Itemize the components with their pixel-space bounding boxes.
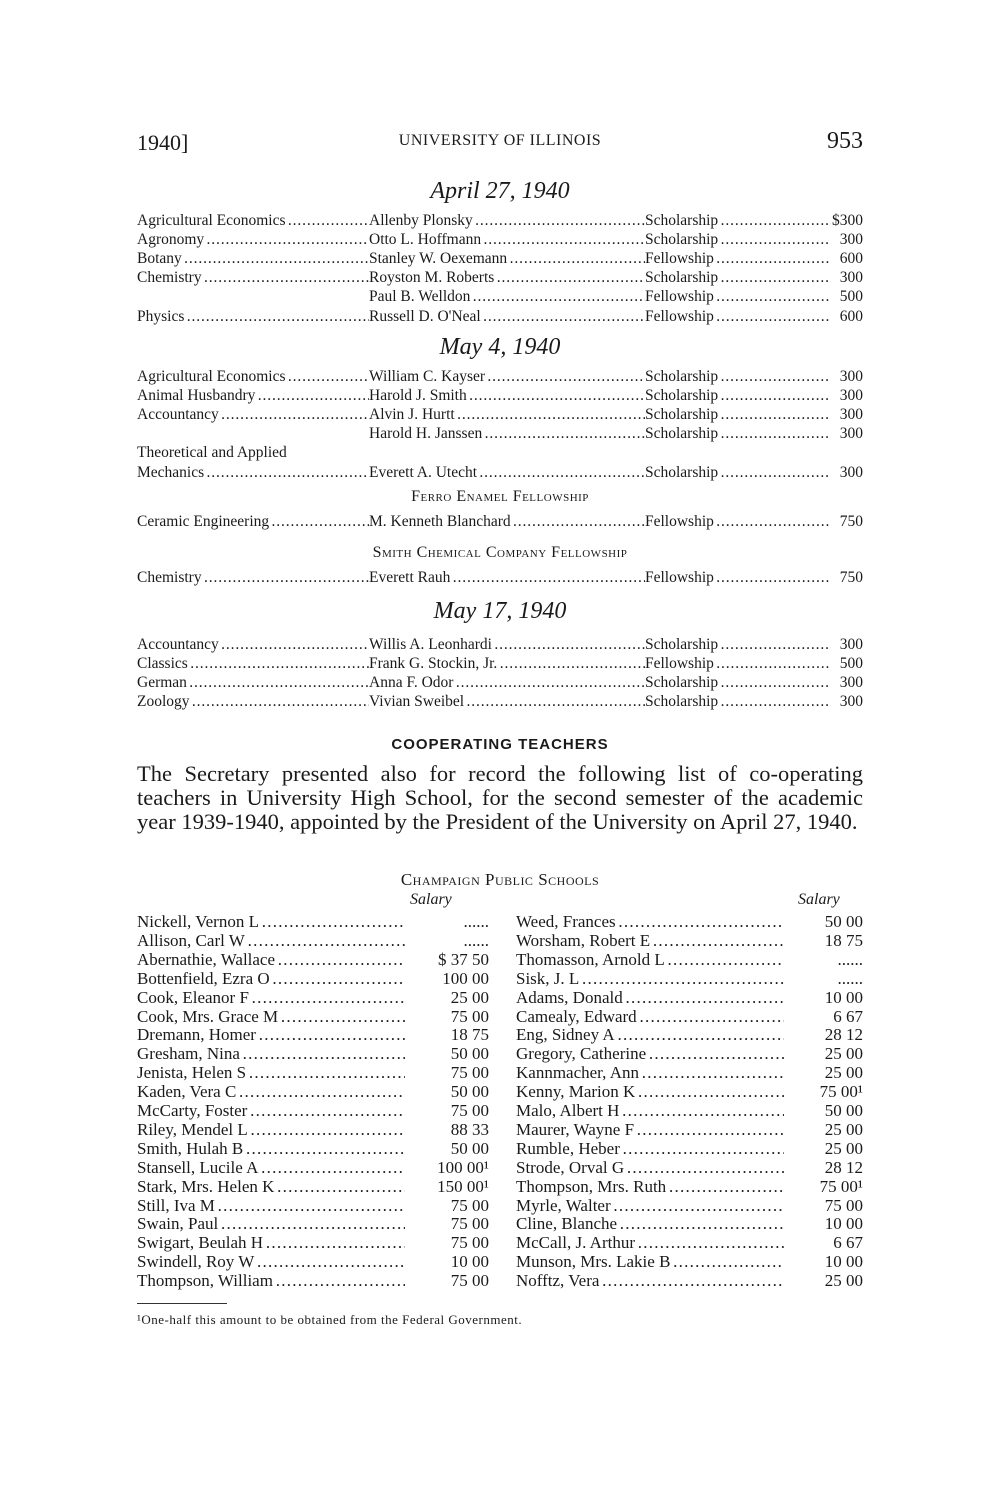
teacher-name: Worsham, Robert E . . .	[516, 931, 784, 950]
award-type: Scholarship . . .	[645, 405, 831, 424]
teacher-salary: 75 00	[450, 1006, 489, 1026]
body-paragraph: The Secretary presented also for record the following list of co-operating teachers in University High School, for the second semester of the academic year 1939-1940, appointed by the President of the University on April 27, 1940.	[137, 761, 863, 834]
department: German . . .	[137, 673, 369, 692]
teacher-name: Gregory, Catherine . . .	[516, 1044, 784, 1063]
teacher-name: Munson, Mrs. Lakie B . . .	[516, 1252, 784, 1271]
award-type: Fellowship . . .	[645, 654, 831, 673]
teacher-row	[516, 1158, 863, 1177]
amount: 600	[839, 250, 863, 268]
teacher-salary: 6 67	[833, 1233, 863, 1253]
teacher-name: Swain, Paul . . .	[137, 1214, 405, 1233]
teacher-salary: 150 00¹	[437, 1176, 489, 1196]
teacher-salary: ......	[837, 949, 863, 969]
award-row	[137, 692, 863, 711]
teacher-salary: 75 00	[450, 1195, 489, 1215]
recipient: M. Kenneth Blanchard . . .	[369, 512, 645, 531]
teacher-salary: 50 00	[450, 1082, 489, 1102]
smith-heading: Smith Chemical Company Fellowship	[372, 544, 628, 561]
teacher-row	[137, 969, 489, 988]
award-type: Fellowship . . .	[645, 287, 831, 306]
award-type: Fellowship . . .	[645, 568, 831, 587]
amount: 500	[839, 655, 863, 673]
amount: 300	[839, 368, 863, 385]
teacher-salary: 50 00	[824, 912, 863, 931]
teacher-salary: 50 00	[450, 1138, 489, 1158]
department: Chemistry . . .	[137, 568, 369, 587]
teacher-name: Cline, Blanche . . .	[516, 1214, 784, 1233]
recipient: Stanley W. Oexemann . . .	[369, 249, 645, 268]
teacher-row	[516, 931, 863, 950]
teacher-name: Cook, Eleanor F . . .	[137, 988, 405, 1007]
award-type: Scholarship . . .	[645, 463, 831, 482]
amount: $300	[832, 212, 863, 229]
department: Physics . . .	[137, 307, 369, 326]
recipient: Willis A. Leonhardi . . .	[369, 635, 645, 654]
department: Agricultural Economics . . .	[137, 367, 369, 386]
teacher-row	[516, 1233, 863, 1252]
header-title: UNIVERSITY OF ILLINOIS	[398, 132, 602, 149]
recipient: Harold J. Smith . . .	[369, 386, 645, 405]
award-type: Scholarship . . .	[645, 230, 831, 249]
teacher-row	[516, 950, 863, 969]
recipient: Everett A. Utecht . . .	[369, 463, 645, 482]
teacher-name: Riley, Mendel L . . .	[137, 1120, 405, 1139]
teacher-name: Abernathie, Wallace . . .	[137, 950, 405, 969]
award-row	[137, 568, 863, 587]
teacher-name: Smith, Hulah B . . .	[137, 1139, 405, 1158]
teacher-row	[137, 1007, 489, 1026]
teacher-row	[137, 1139, 489, 1158]
teacher-salary: 75 00¹	[819, 1176, 863, 1196]
award-row	[137, 635, 863, 654]
teacher-row	[137, 1177, 489, 1196]
salary-header-left: Salary	[410, 891, 452, 908]
teacher-salary: 50 00	[824, 1101, 863, 1120]
recipient: Royston M. Roberts . . .	[369, 268, 645, 287]
recipient: William C. Kayser . . .	[369, 367, 645, 386]
teacher-row	[516, 1025, 863, 1044]
teacher-salary: 10 00	[450, 1252, 489, 1272]
teacher-row	[516, 912, 863, 931]
award-row	[137, 367, 863, 386]
teacher-salary: $ 37 50	[438, 949, 489, 969]
teacher-name: Kaden, Vera C . . .	[137, 1082, 405, 1101]
teacher-name: Eng, Sidney A . . .	[516, 1025, 784, 1044]
teacher-salary: 75 00	[450, 1233, 489, 1253]
amount: 300	[839, 231, 863, 249]
award-row	[137, 512, 863, 531]
teacher-salary: 10 00	[824, 1214, 863, 1234]
ferro-heading: Ferro Enamel Fellowship	[411, 488, 589, 505]
teacher-row	[516, 1044, 863, 1063]
teacher-salary: 25 00	[824, 1063, 863, 1083]
page-number: 953	[827, 128, 863, 154]
teacher-row	[137, 1271, 489, 1290]
teacher-salary: ......	[837, 968, 863, 988]
amount: 300	[839, 425, 863, 443]
teacher-row	[516, 1252, 863, 1271]
teacher-name: Strode, Orval G . . .	[516, 1158, 784, 1177]
award-type: Fellowship . . .	[645, 307, 831, 326]
date-heading: May 17, 1940	[433, 598, 567, 624]
award-type: Scholarship . . .	[645, 424, 831, 443]
teacher-name: Camealy, Edward . . .	[516, 1007, 784, 1026]
amount: 300	[839, 406, 863, 424]
teacher-name: McCarty, Foster . . .	[137, 1101, 405, 1120]
teacher-salary: 88 33	[450, 1119, 489, 1139]
recipient: Russell D. O'Neal . . .	[369, 307, 645, 326]
salary-header-right: Salary	[798, 891, 840, 908]
teacher-name: Weed, Frances . . .	[516, 912, 784, 931]
teacher-name: Malo, Albert H . . .	[516, 1101, 784, 1120]
teacher-name: Stark, Mrs. Helen K . . .	[137, 1177, 405, 1196]
teacher-salary: 25 00	[824, 1138, 863, 1158]
award-row	[137, 443, 863, 462]
recipient: Everett Rauh . . .	[369, 568, 645, 587]
teacher-row	[516, 988, 863, 1007]
teacher-row	[516, 1139, 863, 1158]
teacher-salary: 10 00	[824, 987, 863, 1007]
teacher-salary: 75 00	[824, 1195, 863, 1215]
teacher-name: Sisk, J. L . . .	[516, 969, 784, 988]
amount: 750	[839, 569, 863, 586]
amount: 300	[839, 674, 863, 692]
teacher-row	[516, 1063, 863, 1082]
teacher-salary: 6 67	[833, 1006, 863, 1026]
department: Accountancy . . .	[137, 635, 369, 654]
teacher-name: McCall, J. Arthur . . .	[516, 1233, 784, 1252]
teacher-name: Kannmacher, Ann . . .	[516, 1063, 784, 1082]
teacher-row	[516, 1196, 863, 1215]
teacher-row	[516, 1271, 863, 1290]
teacher-name: Thomasson, Arnold L . . .	[516, 950, 784, 969]
award-type: Scholarship . . .	[645, 635, 831, 654]
teacher-row	[137, 950, 489, 969]
teacher-row	[137, 1120, 489, 1139]
teacher-salary: 75 00	[450, 1063, 489, 1083]
teacher-name: Cook, Mrs. Grace M . . .	[137, 1007, 405, 1026]
teacher-salary: ......	[463, 930, 489, 950]
teacher-row	[516, 969, 863, 988]
date-heading: May 4, 1940	[439, 334, 561, 360]
teacher-salary: 25 00	[824, 1119, 863, 1139]
teacher-salary: 50 00	[450, 1044, 489, 1064]
teacher-name: Swindell, Roy W . . .	[137, 1252, 405, 1271]
header-year: 1940]	[137, 130, 189, 155]
teacher-salary: 75 00	[450, 1101, 489, 1120]
teacher-row	[137, 1044, 489, 1063]
teacher-name: Stansell, Lucile A . . .	[137, 1158, 405, 1177]
award-row	[137, 211, 863, 230]
teacher-salary: 100 00	[442, 968, 489, 988]
department: Agronomy . . .	[137, 230, 369, 249]
teacher-salary: 75 00	[450, 1214, 489, 1234]
teacher-name: Thompson, Mrs. Ruth . . .	[516, 1177, 784, 1196]
award-type: Scholarship . . .	[645, 386, 831, 405]
recipient: Otto L. Hoffmann . . .	[369, 230, 645, 249]
teacher-name: Nofftz, Vera . . .	[516, 1271, 784, 1290]
award-row	[137, 405, 863, 424]
teacher-name: Bottenfield, Ezra O . . .	[137, 969, 405, 988]
teacher-row	[137, 1158, 489, 1177]
recipient: Allenby Plonsky . . .	[369, 211, 645, 230]
teacher-salary: 100 00¹	[437, 1157, 489, 1177]
footnote-rule	[137, 1303, 227, 1304]
teacher-name: Jenista, Helen S . . .	[137, 1063, 405, 1082]
teacher-row	[137, 1252, 489, 1271]
teacher-name: Gresham, Nina . . .	[137, 1044, 405, 1063]
teacher-row	[516, 1177, 863, 1196]
teacher-row	[137, 1196, 489, 1215]
award-row	[137, 307, 863, 326]
award-row	[137, 249, 863, 268]
teacher-row	[137, 1082, 489, 1101]
award-type: Fellowship . . .	[645, 249, 831, 268]
teacher-name: Rumble, Heber . . .	[516, 1139, 784, 1158]
teacher-name: Allison, Carl W . . .	[137, 931, 405, 950]
amount: 750	[839, 513, 863, 530]
date-heading: April 27, 1940	[430, 178, 570, 204]
recipient: Vivian Sweibel . . .	[369, 692, 645, 711]
teacher-name: Swigart, Beulah H . . .	[137, 1233, 405, 1252]
award-row	[137, 673, 863, 692]
award-row	[137, 287, 863, 306]
teacher-row	[516, 1007, 863, 1026]
teacher-name: Still, Iva M . . .	[137, 1196, 405, 1215]
department: Botany . . .	[137, 249, 369, 268]
award-type: Fellowship . . .	[645, 512, 831, 531]
award-type: Scholarship . . .	[645, 367, 831, 386]
department: Mechanics . . .	[137, 463, 369, 482]
amount: 300	[839, 269, 863, 287]
department: Ceramic Engineering . . .	[137, 512, 369, 531]
department: Theoretical and Applied	[137, 444, 287, 462]
teacher-salary: 75 00¹	[819, 1082, 863, 1102]
recipient: Anna F. Odor . . .	[369, 673, 645, 692]
award-row	[137, 654, 863, 673]
teacher-name: Nickell, Vernon L . . .	[137, 912, 405, 931]
teacher-row	[516, 1101, 863, 1120]
department: Accountancy . . .	[137, 405, 369, 424]
teacher-row	[516, 1120, 863, 1139]
teacher-row	[137, 1063, 489, 1082]
running-head	[137, 128, 863, 158]
teacher-row	[137, 1214, 489, 1233]
teacher-salary: 28 12	[824, 1157, 863, 1177]
teacher-name: Kenny, Marion K . . .	[516, 1082, 784, 1101]
footnote: ¹One-half this amount to be obtained from the Federal Government.	[137, 1312, 523, 1327]
award-type: Scholarship . . .	[645, 211, 831, 230]
award-type: Scholarship . . .	[645, 692, 831, 711]
amount: 300	[839, 636, 863, 653]
award-row	[137, 268, 863, 287]
department: Classics . . .	[137, 654, 369, 673]
teacher-salary: 75 00	[450, 1271, 489, 1291]
teacher-row	[137, 931, 489, 950]
teacher-row	[137, 912, 489, 931]
recipient: Harold H. Janssen . . .	[369, 424, 645, 443]
teacher-row	[516, 1214, 863, 1233]
award-type: Scholarship . . .	[645, 673, 831, 692]
teacher-name: Dremann, Homer . . .	[137, 1025, 405, 1044]
department: Animal Husbandry . . .	[137, 386, 369, 405]
teacher-salary: 28 12	[824, 1025, 863, 1045]
schools-heading: Champaign Public Schools	[400, 870, 600, 889]
department: Agricultural Economics . . .	[137, 211, 369, 230]
teacher-name: Myrle, Walter . . .	[516, 1196, 784, 1215]
amount: 300	[839, 463, 863, 481]
amount: 600	[839, 307, 863, 325]
teacher-name: Thompson, William . . .	[137, 1271, 405, 1290]
amount: 500	[839, 288, 863, 306]
teacher-name: Adams, Donald . . .	[516, 988, 784, 1007]
award-row	[137, 230, 863, 249]
award-type: Scholarship . . .	[645, 268, 831, 287]
teacher-salary: 25 00	[450, 987, 489, 1007]
teacher-row	[137, 1101, 489, 1120]
amount: 300	[839, 387, 863, 405]
teacher-salary: 25 00	[824, 1044, 863, 1064]
amount: 300	[839, 693, 863, 711]
teacher-row	[137, 1025, 489, 1044]
teacher-salary: 10 00	[824, 1252, 863, 1272]
award-row	[137, 424, 863, 443]
award-row	[137, 386, 863, 405]
teacher-row	[516, 1082, 863, 1101]
award-row	[137, 463, 863, 482]
teacher-salary: 18 75	[450, 1025, 489, 1045]
department: Zoology . . .	[137, 692, 369, 711]
department: Chemistry . . .	[137, 268, 369, 287]
teacher-row	[137, 988, 489, 1007]
teacher-salary: 25 00	[824, 1271, 863, 1291]
teacher-salary: ......	[463, 912, 489, 931]
teacher-salary: 18 75	[824, 930, 863, 950]
teacher-name: Maurer, Wayne F . . .	[516, 1120, 784, 1139]
recipient: Alvin J. Hurtt . . .	[369, 405, 645, 424]
teacher-row	[137, 1233, 489, 1252]
recipient: Paul B. Welldon . . .	[369, 287, 645, 306]
recipient: Frank G. Stockin, Jr. . . .	[369, 654, 645, 673]
section-heading: COOPERATING TEACHERS	[391, 736, 609, 753]
